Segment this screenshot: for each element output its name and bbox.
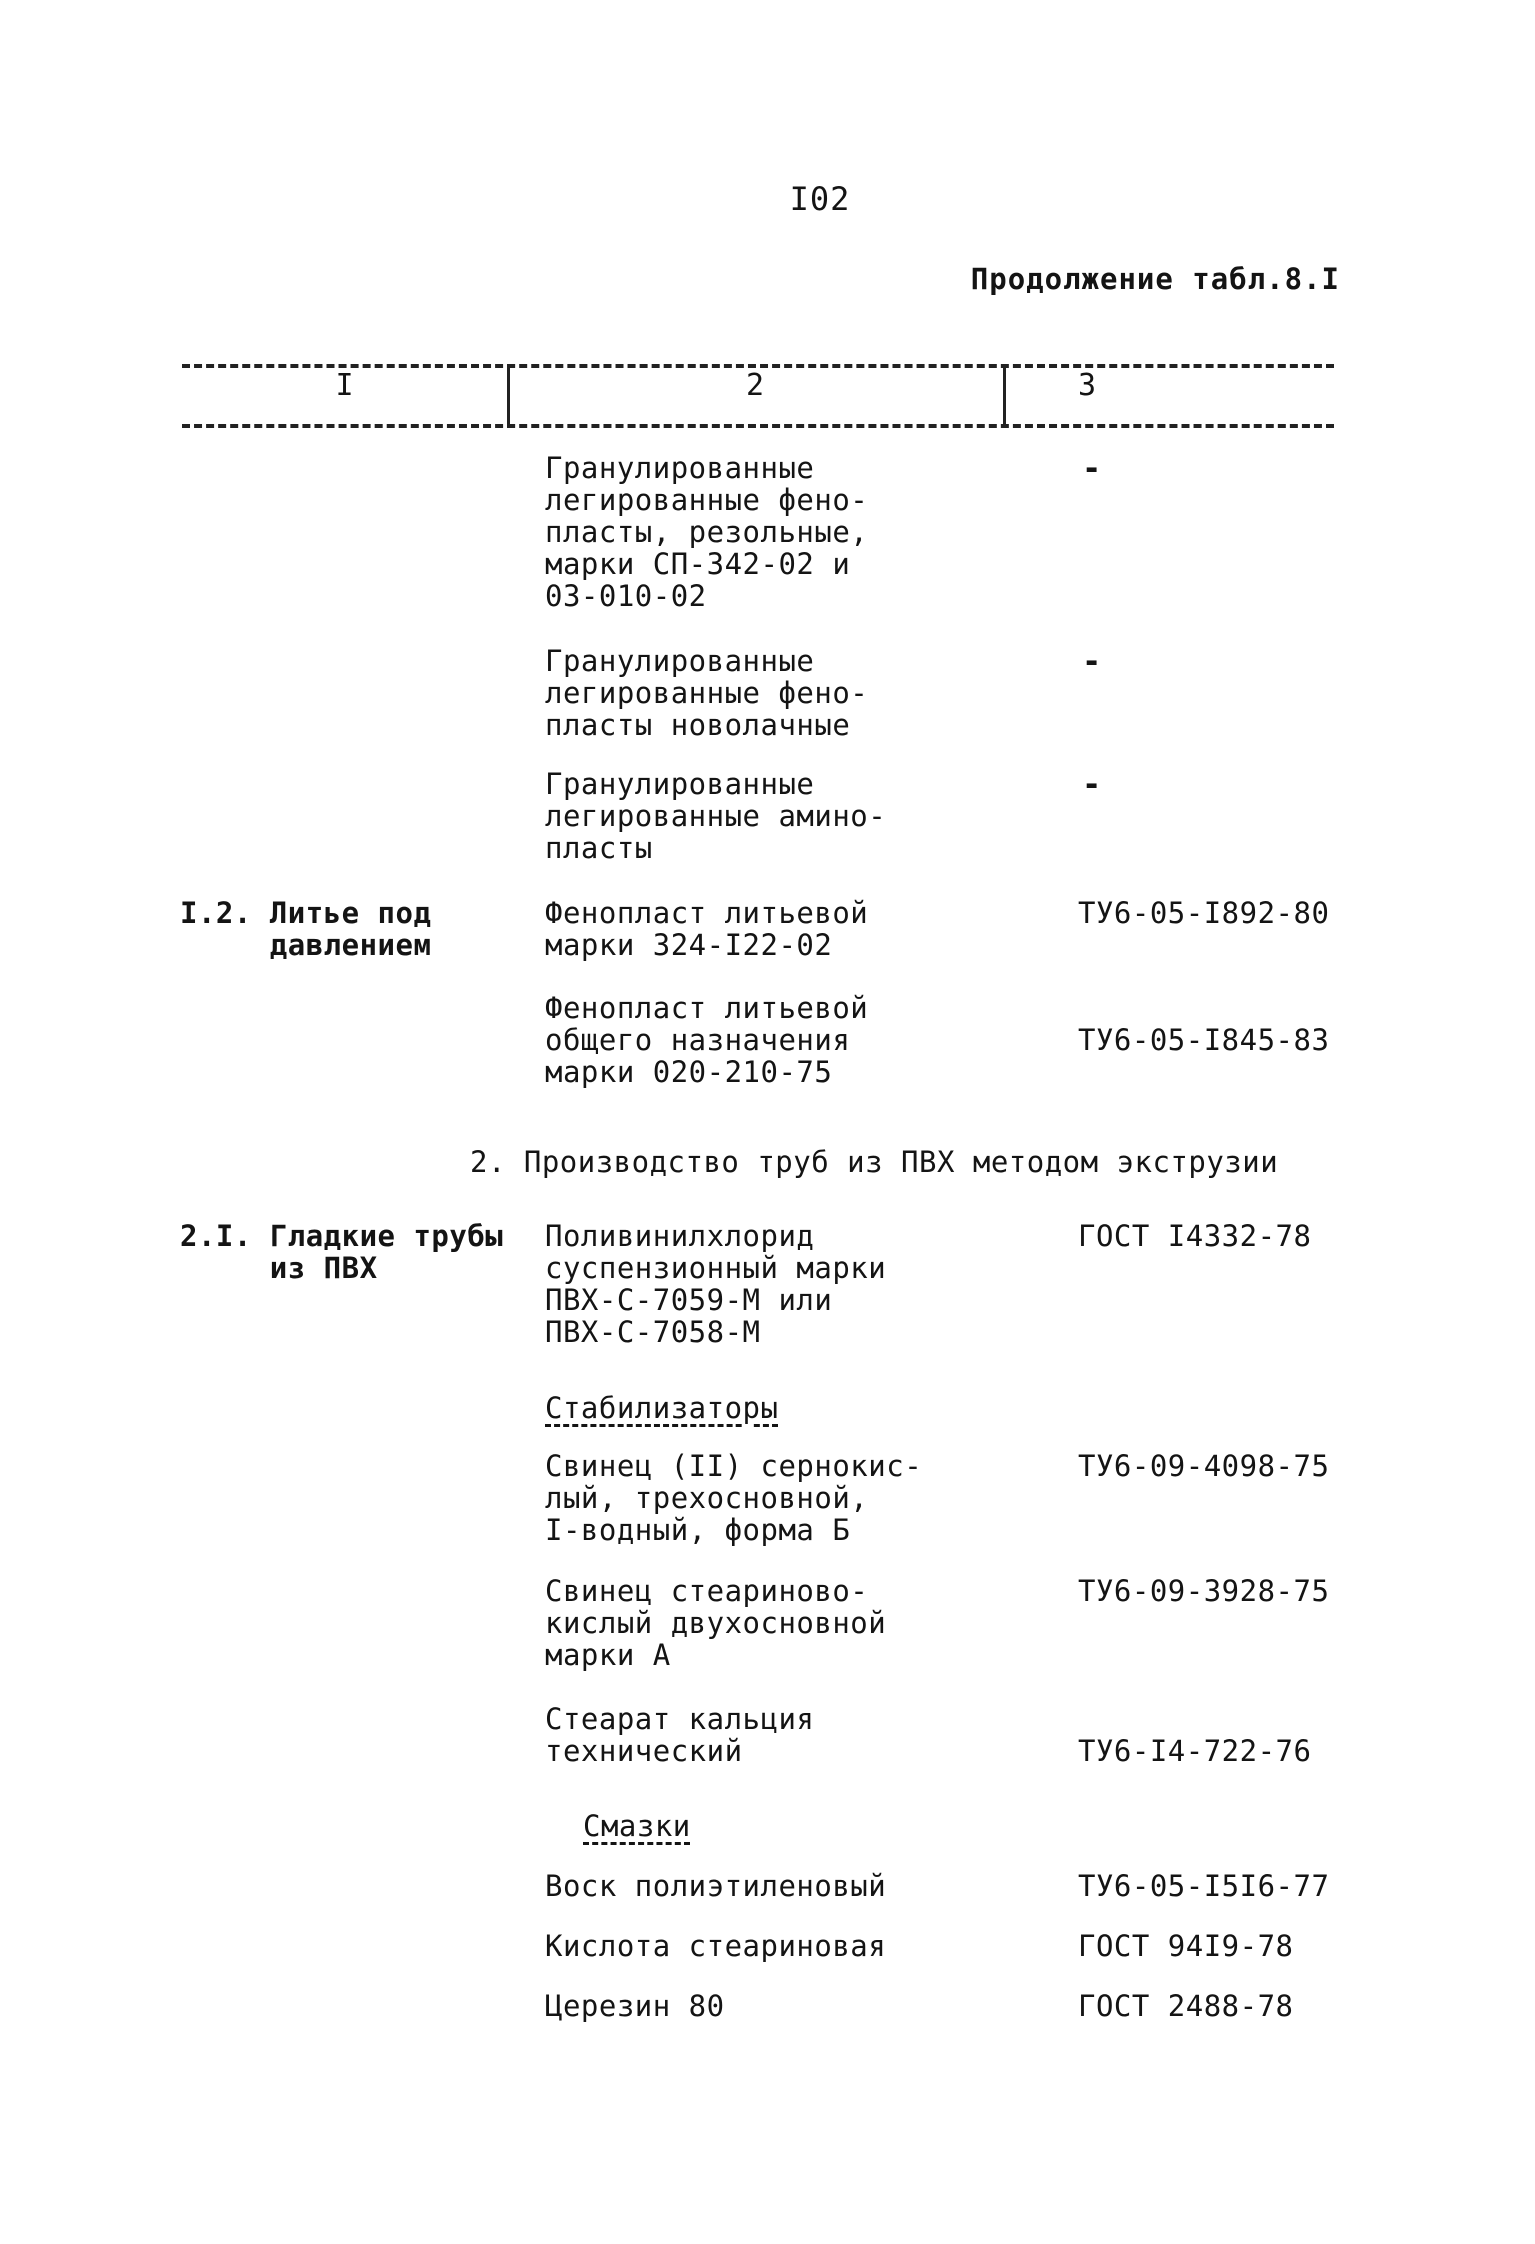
row9-material: Стеарат кальция технический xyxy=(545,1702,815,1768)
row2-material: Гранулированные легированные фено- пласты новолачные xyxy=(545,644,869,742)
row9-standard: ТУ6-I4-722-76 xyxy=(1078,1734,1312,1768)
row1-material: Гранулированные легированные фено- пласты, резольные, марки СП-342-02 и 03-010-02 xyxy=(545,451,869,613)
table-continuation-label: Продолжение табл.8.I xyxy=(970,262,1340,296)
row7-standard: ТУ6-09-4098-75 xyxy=(1078,1449,1330,1483)
table-header-rule xyxy=(182,424,1334,428)
row12-standard: ГОСТ 2488-78 xyxy=(1078,1989,1294,2023)
row6-process: 2.I. Гладкие трубы из ПВХ xyxy=(180,1219,504,1285)
row3-standard: - xyxy=(1082,765,1102,803)
row7-material: Свинец (II) сернокис- лый, трехосновной, I-водный, форма Б xyxy=(545,1449,923,1547)
row12-material: Церезин 80 xyxy=(545,1989,725,2023)
row4-process: I.2. Литье под давлением xyxy=(180,896,432,962)
row8-material: Свинец стеариново- кислый двухосновной марки А xyxy=(545,1574,887,1672)
row1-standard: - xyxy=(1082,449,1102,487)
subhead-stabilizers: Стабилизаторы xyxy=(545,1391,779,1425)
header-col-2: 2 xyxy=(745,368,765,403)
row4-material: Фенопласт литьевой марки 324-I22-02 xyxy=(545,896,869,962)
subhead-lubricants: Смазки xyxy=(583,1809,691,1843)
row6-material: Поливинилхлорид суспензионный марки ПВХ-С-7059-М или ПВХ-С-7058-М xyxy=(545,1219,887,1349)
row11-material: Кислота стеариновая xyxy=(545,1929,887,1963)
row5-material: Фенопласт литьевой общего назначения марки 020-210-75 xyxy=(545,991,869,1089)
row8-standard: ТУ6-09-3928-75 xyxy=(1078,1574,1330,1608)
row5-standard: ТУ6-05-I845-83 xyxy=(1078,1023,1330,1057)
page-number: I02 xyxy=(789,180,851,218)
row10-material: Воск полиэтиленовый xyxy=(545,1869,887,1903)
section-title: 2. Производство труб из ПВХ методом экструзии xyxy=(470,1145,1279,1179)
row2-standard: - xyxy=(1082,642,1102,680)
row11-standard: ГОСТ 94I9-78 xyxy=(1078,1929,1294,1963)
header-divider-2 xyxy=(1003,364,1006,428)
row10-standard: ТУ6-05-I5I6-77 xyxy=(1078,1869,1330,1903)
row3-material: Гранулированные легированные амино- пласты xyxy=(545,767,887,865)
row4-standard: ТУ6-05-I892-80 xyxy=(1078,896,1330,930)
header-col-3: 3 xyxy=(1078,368,1097,403)
row6-standard: ГОСТ I4332-78 xyxy=(1078,1219,1312,1253)
header-col-1: I xyxy=(335,368,354,403)
